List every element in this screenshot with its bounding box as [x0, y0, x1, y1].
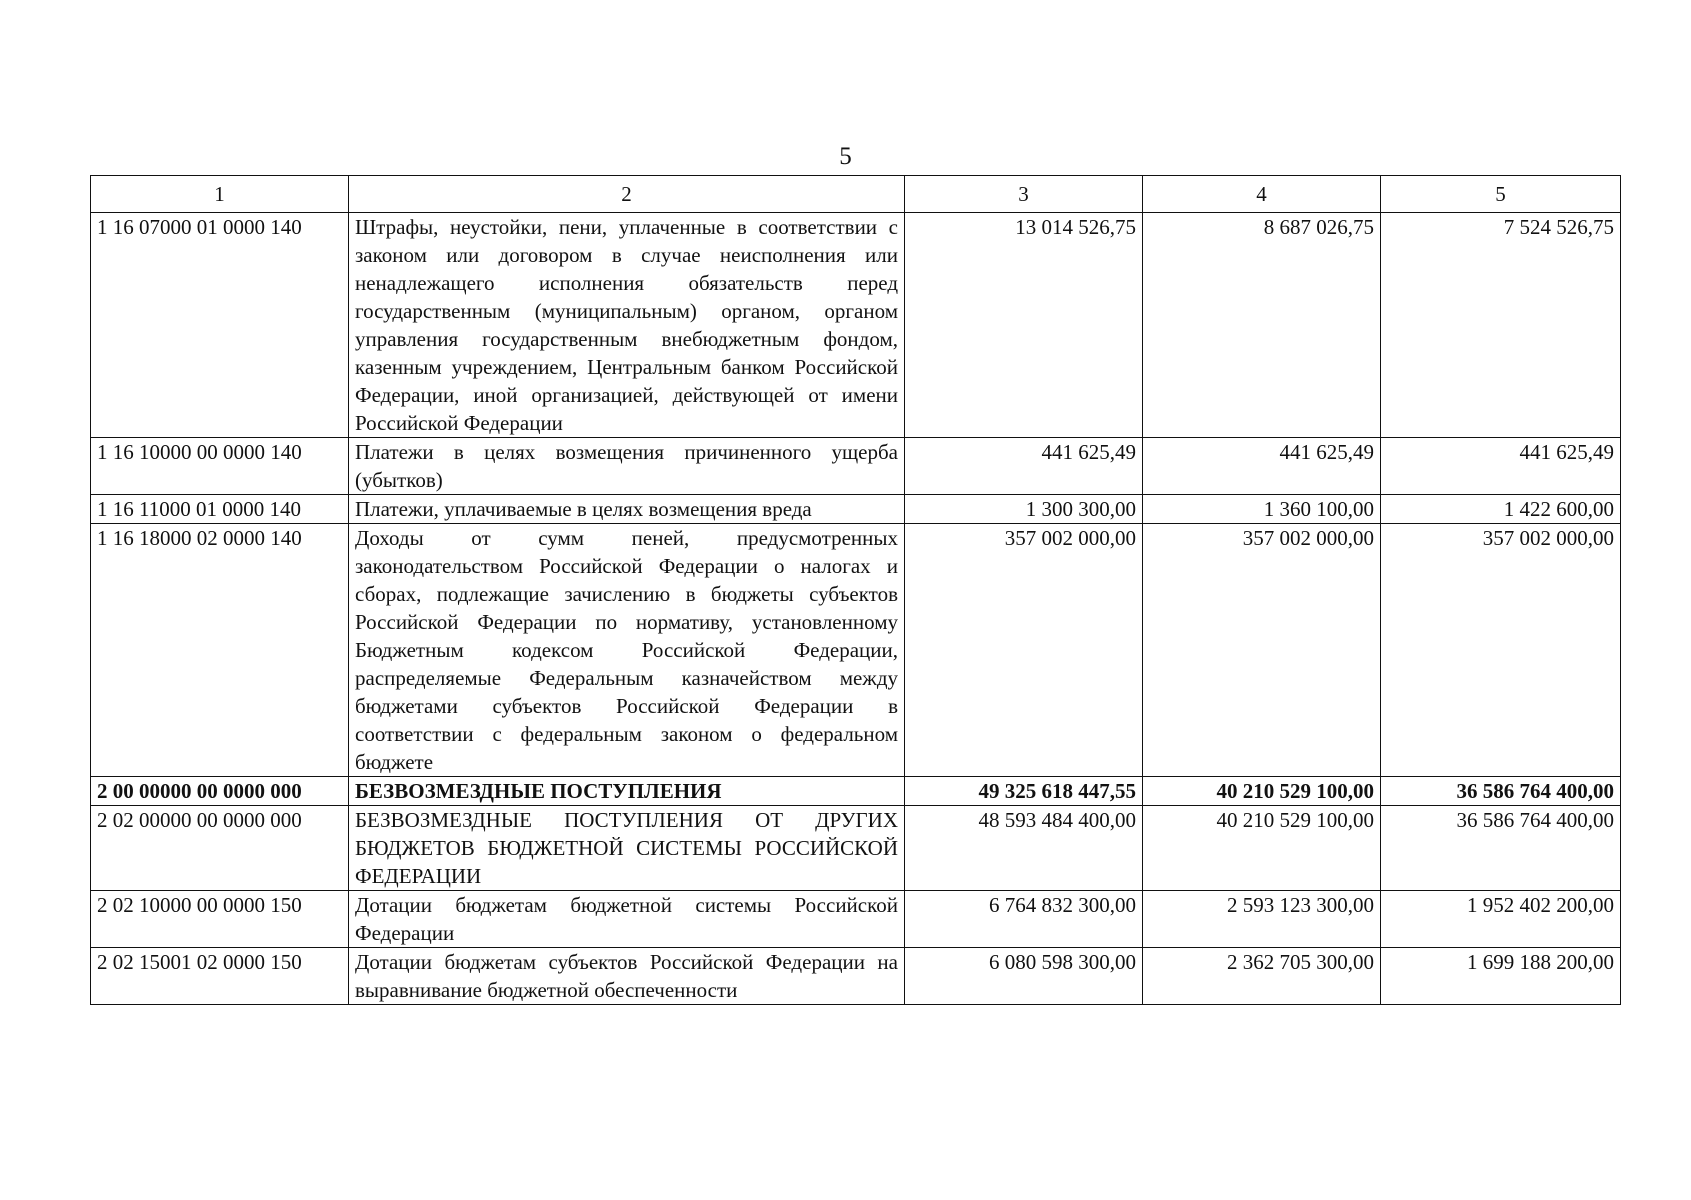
row-name: БЕЗВОЗМЕЗДНЫЕ ПОСТУПЛЕНИЯ — [349, 777, 905, 806]
table-row-total — [91, 777, 1621, 806]
column-header-4: 4 — [1143, 176, 1381, 213]
row-value-col5: 357 002 000,00 — [1381, 524, 1621, 777]
header-row — [91, 176, 1621, 213]
row-code: 1 16 10000 00 0000 140 — [91, 438, 349, 495]
row-value-col4: 40 210 529 100,00 — [1143, 777, 1381, 806]
column-header-3: 3 — [905, 176, 1143, 213]
budget-table — [90, 175, 1621, 1005]
row-value-col5: 441 625,49 — [1381, 438, 1621, 495]
row-value-col4: 2 362 705 300,00 — [1143, 948, 1381, 1005]
row-value-col3: 1 300 300,00 — [905, 495, 1143, 524]
row-value-col4: 8 687 026,75 — [1143, 213, 1381, 438]
row-name: БЕЗВОЗМЕЗДНЫЕ ПОСТУПЛЕНИЯ ОТ ДРУГИХ БЮДЖЕТОВ БЮДЖЕТНОЙ СИСТЕМЫ РОССИЙСКОЙ ФЕДЕРАЦИИ — [349, 806, 905, 891]
column-header-2: 2 — [349, 176, 905, 213]
row-code: 2 02 15001 02 0000 150 — [91, 948, 349, 1005]
row-value-col4: 441 625,49 — [1143, 438, 1381, 495]
row-value-col3: 441 625,49 — [905, 438, 1143, 495]
table-row — [91, 213, 1621, 438]
row-value-col4: 2 593 123 300,00 — [1143, 891, 1381, 948]
row-value-col3: 6 080 598 300,00 — [905, 948, 1143, 1005]
table-row — [91, 806, 1621, 891]
row-value-col4: 40 210 529 100,00 — [1143, 806, 1381, 891]
table-row — [91, 891, 1621, 948]
row-name: Дотации бюджетам субъектов Российской Федерации на выравнивание бюджетной обеспеченности — [349, 948, 905, 1005]
page-number: 5 — [839, 143, 852, 170]
row-name: Штрафы, неустойки, пени, уплаченные в соответствии с законом или договором в случае неисполнения или ненадлежащего исполнения обязательств перед государственным (муниципальным) органом, органом управления государственным внебюджетным фондом, казенным учреждением, Центральным банком Российской Федерации, иной организацией, действующей от имени Российской Федерации — [349, 213, 905, 438]
row-value-col4: 1 360 100,00 — [1143, 495, 1381, 524]
row-code: 1 16 11000 01 0000 140 — [91, 495, 349, 524]
row-code: 1 16 07000 01 0000 140 — [91, 213, 349, 438]
row-value-col5: 1 952 402 200,00 — [1381, 891, 1621, 948]
row-code: 1 16 18000 02 0000 140 — [91, 524, 349, 777]
row-name: Доходы от сумм пеней, предусмотренных законодательством Российской Федерации о налогах и сборах, подлежащие зачислению в бюджеты субъектов Российской Федерации по нормативу, установленному Бюджетным кодексом Российской Федерации, распределяемые Федеральным казначейством между бюджетами субъектов Российской Федерации в соответствии с федеральным законом о федеральном бюджете — [349, 524, 905, 777]
row-value-col5: 7 524 526,75 — [1381, 213, 1621, 438]
row-value-col5: 1 422 600,00 — [1381, 495, 1621, 524]
row-value-col5: 36 586 764 400,00 — [1381, 806, 1621, 891]
row-name: Платежи в целях возмещения причиненного ущерба (убытков) — [349, 438, 905, 495]
row-code: 2 02 00000 00 0000 000 — [91, 806, 349, 891]
column-header-5: 5 — [1381, 176, 1621, 213]
row-value-col4: 357 002 000,00 — [1143, 524, 1381, 777]
table-row — [91, 524, 1621, 777]
row-value-col3: 357 002 000,00 — [905, 524, 1143, 777]
row-value-col3: 6 764 832 300,00 — [905, 891, 1143, 948]
row-value-col3: 13 014 526,75 — [905, 213, 1143, 438]
column-header-1: 1 — [91, 176, 349, 213]
table-row — [91, 948, 1621, 1005]
row-value-col3: 48 593 484 400,00 — [905, 806, 1143, 891]
row-code: 2 00 00000 00 0000 000 — [91, 777, 349, 806]
row-name: Дотации бюджетам бюджетной системы Российской Федерации — [349, 891, 905, 948]
row-value-col3: 49 325 618 447,55 — [905, 777, 1143, 806]
row-code: 2 02 10000 00 0000 150 — [91, 891, 349, 948]
row-name: Платежи, уплачиваемые в целях возмещения вреда — [349, 495, 905, 524]
table-row — [91, 438, 1621, 495]
row-value-col5: 1 699 188 200,00 — [1381, 948, 1621, 1005]
table-row — [91, 495, 1621, 524]
row-value-col5: 36 586 764 400,00 — [1381, 777, 1621, 806]
